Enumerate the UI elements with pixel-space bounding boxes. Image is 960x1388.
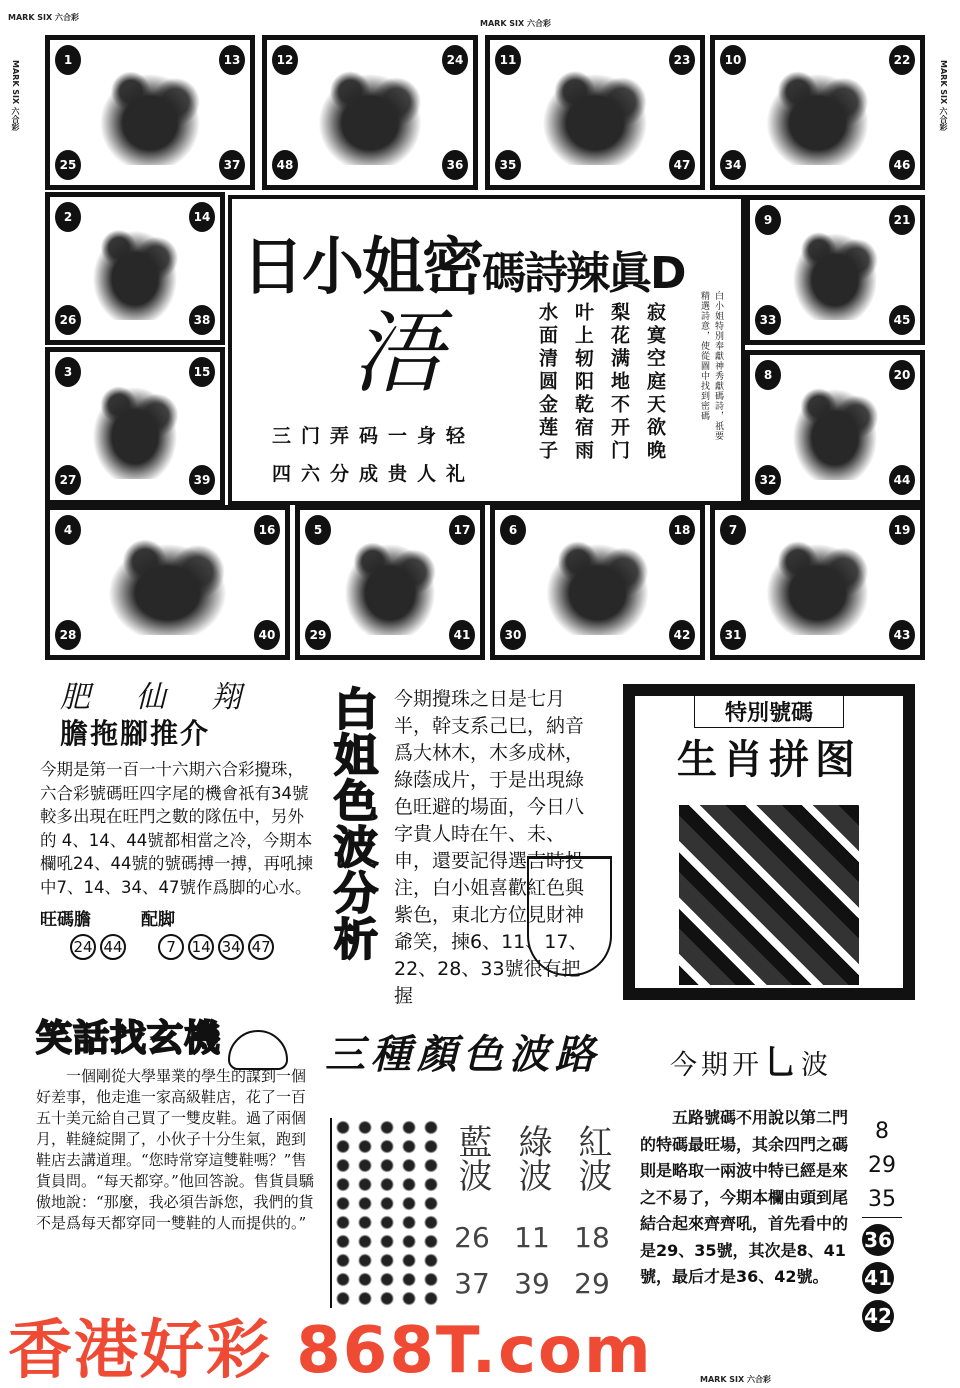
- wave-num: 29: [868, 1153, 896, 1178]
- colors-heading: 三種顏色波路: [325, 1031, 601, 1078]
- zodiac-card: [45, 505, 290, 660]
- card-number: 5: [305, 515, 331, 545]
- card-number: 45: [889, 305, 915, 335]
- wave-text: 五路號碼不用說以第二門的特碼最旺場，其余四門之碼則是略取一兩波中特已經是來之不易了，今期本欄由頭到尾結合起來齊齊吼，首先看中的是29、35號，其次是8、41號，最后才是36、42號。: [640, 1108, 849, 1286]
- wave-num: 8: [875, 1119, 889, 1144]
- card-number: 29: [305, 620, 331, 650]
- card-number: 11: [495, 45, 521, 75]
- card-number: 33: [755, 305, 781, 335]
- card-number: 35: [495, 150, 521, 180]
- wave-number: 39: [514, 1267, 550, 1300]
- wave-number: 29: [574, 1267, 610, 1300]
- card-illustration: [532, 530, 663, 634]
- card-number: 48: [272, 150, 298, 180]
- card-number: 4: [55, 515, 81, 545]
- card-number: 20: [889, 360, 915, 390]
- card-number: 32: [755, 465, 781, 495]
- poem-box: [228, 195, 745, 505]
- card-number: 38: [189, 305, 215, 335]
- special-number-box: [623, 684, 915, 1000]
- card-number: 43: [889, 620, 915, 650]
- zodiac-card: [295, 505, 485, 660]
- card-number: 10: [720, 45, 746, 75]
- card-number: 46: [889, 150, 915, 180]
- card-number: 6: [500, 515, 526, 545]
- watermark: 香港好彩 868T.com: [8, 1314, 653, 1388]
- trophy-icon: [527, 856, 612, 976]
- poem-riddle-glyph: 浯: [352, 301, 442, 406]
- card-number: 14: [189, 202, 215, 232]
- poem-title: 日小姐密碼詩辣眞D: [242, 230, 685, 303]
- card-illustration: [86, 60, 214, 164]
- card-number: 2: [55, 202, 81, 232]
- card-number: 34: [720, 150, 746, 180]
- edge-strip-bottom: MARK SIX 六合彩: [700, 1375, 771, 1384]
- card-number: 47: [669, 150, 695, 180]
- card-number: 24: [442, 45, 468, 75]
- card-number: 31: [720, 620, 746, 650]
- card-number: 8: [755, 360, 781, 390]
- joke-text: 一個剛從大學畢業的學生的謀到一個好差事，他走進一家高級鞋店，花了一百五十美元給自己買了一雙皮鞋。過了兩個月，鞋縫綻開了，小伙子十分生氣，跑到鞋店去講道理。“您時常穿這雙鞋嗎？”售貨員問。“每天都穿。”他回答說。售貨員驕傲地說：“那麼，我必須告訴您，我們的貨不是爲每天都穿同一雙鞋的人而提供的。”: [36, 1067, 314, 1232]
- zodiac-card: [710, 35, 925, 190]
- card-illustration: [781, 375, 890, 479]
- wave-number: 11: [514, 1221, 550, 1254]
- zodiac-card: [745, 350, 925, 505]
- card-number: 18: [669, 515, 695, 545]
- card-number: 42: [669, 620, 695, 650]
- zodiac-card: [262, 35, 478, 190]
- article2-heading: 白姐色波分析: [326, 686, 377, 962]
- zodiac-card: [45, 347, 225, 505]
- verse-line-4: 水面清圆金莲子: [536, 302, 558, 463]
- wave-num: 35: [862, 1183, 902, 1218]
- card-number: 27: [55, 465, 81, 495]
- card-number: 28: [55, 620, 81, 650]
- wave-number: 37: [454, 1267, 490, 1300]
- edge-strip-right: MARK SIX 六合彩: [939, 60, 948, 131]
- color-wave-column: [572, 1118, 612, 1300]
- card-number: 9: [755, 205, 781, 235]
- card-number: 37: [219, 150, 245, 180]
- side-ball: 34: [218, 934, 244, 960]
- card-number: 39: [189, 465, 215, 495]
- article1-heading: 膽拖腳推介: [60, 717, 211, 750]
- wave-heading: 今期开乚波: [670, 1043, 832, 1083]
- card-illustration: [81, 373, 190, 480]
- main-ball: 24: [70, 934, 96, 960]
- card-number: 17: [449, 515, 475, 545]
- card-illustration: [81, 217, 190, 320]
- card-number: 7: [720, 515, 746, 545]
- verse-line-2: 梨花满地不开门: [608, 302, 630, 463]
- card-illustration: [332, 530, 447, 634]
- poem-note-2: 精選詩意，使從圖中找到密碼: [699, 291, 709, 421]
- card-number: 44: [889, 465, 915, 495]
- side-ball: 7: [158, 934, 184, 960]
- verse-line-1: 寂寞空庭天欲晚: [644, 302, 666, 463]
- color-wave-column: [452, 1118, 492, 1300]
- card-number: 41: [449, 620, 475, 650]
- edge-strip-left: MARK SIX 六合彩: [11, 60, 20, 131]
- card-number: 19: [889, 515, 915, 545]
- label-side: 配脚: [141, 910, 175, 930]
- card-illustration: [92, 530, 242, 634]
- card-illustration: [304, 60, 436, 164]
- zodiac-card: [490, 505, 705, 660]
- zodiac-card: [45, 192, 225, 345]
- card-number: 15: [189, 357, 215, 387]
- card-number: 22: [889, 45, 915, 75]
- color-wave-column: [512, 1118, 552, 1300]
- edge-strip-top-right: MARK SIX 六合彩: [480, 19, 551, 28]
- card-number: 30: [500, 620, 526, 650]
- article-color-analysis: [322, 686, 612, 1007]
- card-number: 16: [254, 515, 280, 545]
- card-number: 26: [55, 305, 81, 335]
- wave-label: 紅波: [572, 1124, 612, 1192]
- joke-heading: 笑話找玄機: [36, 1018, 222, 1059]
- card-number: 23: [669, 45, 695, 75]
- wave-number: 26: [454, 1221, 490, 1254]
- wave-circled-num: 42: [862, 1300, 894, 1332]
- side-ball: 47: [248, 934, 274, 960]
- zodiac-card: [485, 35, 705, 190]
- card-number: 3: [55, 357, 81, 387]
- zodiac-card: [45, 35, 255, 190]
- wave-number: 18: [574, 1221, 610, 1254]
- zodiac-card: [745, 195, 925, 345]
- card-number: 25: [55, 150, 81, 180]
- color-wave-columns: [452, 1118, 612, 1300]
- wave-numbers: [862, 1115, 902, 1338]
- card-number: 36: [442, 150, 468, 180]
- card-number: 13: [219, 45, 245, 75]
- ball-grid-image: [330, 1118, 440, 1308]
- card-illustration: [781, 220, 890, 321]
- edge-strip-top-left: MARK SIX 六合彩: [8, 13, 79, 22]
- poem-line-1: 三门弄码一身轻: [272, 425, 476, 447]
- card-illustration: [752, 530, 883, 634]
- article-bold-picks: [40, 680, 320, 960]
- article1-heading-top: 肥 仙 翔: [60, 680, 260, 715]
- wave-label: 綠波: [512, 1124, 552, 1192]
- article1-text: 今期是第一百一十六期六合彩攪珠，六合彩號碼旺四字尾的機會祇有34號較多出現在旺門之數的隊伍中，另外的 4、14、44號都相當之冷，今期本欄吼24、44號的號碼搏一搏，再吼揀中7、14、34、47號作爲脚的心水。: [40, 760, 313, 897]
- zodiac-card: [710, 505, 925, 660]
- card-number: 40: [254, 620, 280, 650]
- label-main: 旺碼膽: [40, 910, 91, 930]
- card-illustration: [752, 60, 883, 164]
- card-number: 21: [889, 205, 915, 235]
- card-illustration: [528, 60, 662, 164]
- article2-text: 今期攪珠之日是七月半，幹支系己巳，納音爲大林木，木多成林，綠蔭成片，于是出現綠色旺避的場面，今日八字貴人時在午、未、申，還要記得選吉時投注，白小姐喜歡紅色與紫色，東北方位見財神爺笑，揀6、11、17、22、28、33號很有把握: [394, 688, 588, 1007]
- wave-label: 藍波: [452, 1124, 492, 1192]
- main-ball: 44: [100, 934, 126, 960]
- side-ball: 14: [188, 934, 214, 960]
- wave-circled-num: 36: [862, 1224, 894, 1256]
- poem-note-1: 白小姐特別奉獻神秀獻碼詩，祇要: [713, 291, 723, 441]
- wave-circled-num: 41: [862, 1262, 894, 1294]
- card-number: 12: [272, 45, 298, 75]
- verse-line-3: 叶上轫阳乾宿雨: [572, 302, 594, 463]
- special-label: 特別號碼: [694, 696, 844, 728]
- zodiac-puzzle-image: [679, 805, 859, 985]
- poem-line-2: 四六分成贵人礼: [272, 463, 476, 485]
- card-number: 1: [55, 45, 81, 75]
- special-title: 生肖拼图: [677, 737, 861, 783]
